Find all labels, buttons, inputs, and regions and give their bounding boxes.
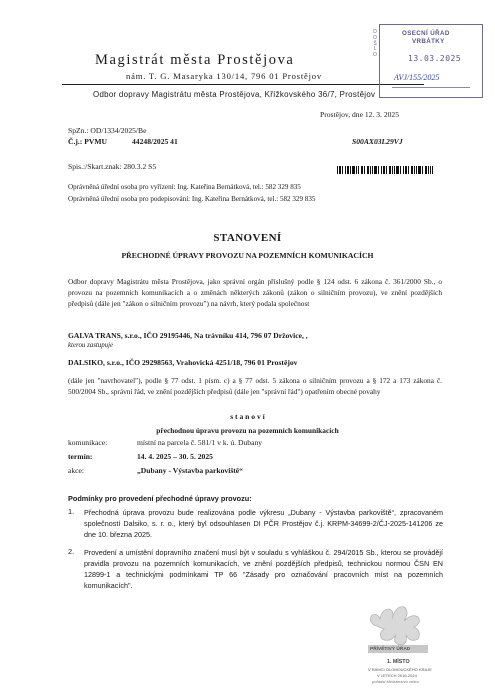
spis-reference: Spis.:/Skart.znak: 280.3.2 S5 bbox=[68, 162, 157, 171]
stamp-handwritten-ref: AVJ/155/2025 bbox=[394, 73, 440, 82]
legal-basis-paragraph: (dále jen "navrhovatel"), podle § 77 odst. 1 písm. c) a § 77 odst. 5 zákona o silničním provozu a § 172 a 173 zákona č. 500/2004 Sb., správní řád, ve znění pozdějších předpisů (dále jen "správní řád") opatřením obecné povahy bbox=[68, 376, 442, 397]
stanovi-heading: s t a n o v í bbox=[230, 412, 265, 421]
incoming-stamp bbox=[379, 24, 483, 98]
header-address: nám. T. G. Masaryka 130/14, 796 01 Prostějov bbox=[126, 71, 322, 81]
stamp-office: OSECNÍ ÚŘAD bbox=[402, 30, 450, 37]
badge-years: V LETECH 2016-2024 bbox=[377, 673, 417, 678]
applicant-representation-note: kterou zastupuje bbox=[68, 342, 114, 349]
official-handling: Oprávněná úřední osoba pro vyřízení: Ing. Kateřina Bernátková, tel.: 582 329 835 bbox=[68, 183, 301, 191]
stamp-date: 13.03.2025 bbox=[408, 54, 462, 63]
condition-2-number: 2. bbox=[68, 547, 75, 556]
badge-organizer: pořádal Ministerstvo vnitra bbox=[372, 679, 419, 684]
document-code: S00AX03L29VJ bbox=[352, 137, 403, 146]
termin-label: termín: bbox=[68, 452, 93, 461]
header-divider bbox=[62, 84, 424, 85]
stamp-side-label: D O Š L O bbox=[373, 29, 377, 59]
komunikace-label: komunikace: bbox=[68, 438, 108, 447]
stamp-underline bbox=[392, 87, 470, 88]
department-line: Odbor dopravy Magistrátu města Prostějova, Křížkovského 36/7, Prostějov bbox=[93, 90, 376, 99]
akce-label: akce: bbox=[68, 466, 85, 475]
spzn-reference: SpZn.: OD/1334/2025/Be bbox=[68, 126, 147, 135]
condition-1-text: Přechodná úprava provozu bude realizována podle výkresu „Dubany - Výstavba parkoviště“, zpracovaném společností Dalsiko, s. r. o., který byl odsouhlasen DI PČR Prostějov č.j. KRPM-34699-2/ČJ-2025-141206 ze dne 10. března 2025. bbox=[84, 508, 443, 540]
applicant-galva: GALVA TRANS, s.r.o., IČO 29195446, Na trávníku 414, 796 07 Držovice, , bbox=[68, 331, 308, 340]
page-title: Magistrát města Prostějova bbox=[95, 52, 295, 68]
cj-value: 44248/2025 41 bbox=[132, 137, 178, 146]
termin-value: 14. 4. 2025 – 30. 5. 2025 bbox=[137, 452, 213, 461]
stanovi-subheading: přechodnou úpravu provozu na pozemních komunikacích bbox=[156, 426, 339, 435]
document-barcode bbox=[337, 166, 433, 174]
applicant-dalsiko: DALSIKO, s.r.o., IČO 29298563, Vrahovická 4251/18, 796 01 Prostějov bbox=[68, 358, 298, 367]
intro-paragraph: Odbor dopravy Magistrátu města Prostějova, jako správní orgán příslušný podle § 124 odst. 6 zákona č. 361/2000 Sb., o provozu na pozemních komunikacích a o změnách některých zákonů (zákon o silničním provozu), ve znění pozdějších předpisů (dále jen "zákon o silničním provozu") na návrh, který podala společnost bbox=[68, 277, 442, 309]
cj-label: Č.j.: PVMU bbox=[68, 137, 108, 146]
akce-value: „Dubany - Výstavba parkoviště“ bbox=[137, 466, 243, 475]
badge-title: PŘÍVĚTIVÝ ÚŘAD bbox=[370, 647, 411, 652]
award-badge bbox=[362, 595, 434, 695]
badge-rank: 1. MÍSTO bbox=[387, 659, 410, 665]
official-signing: Oprávněná úřední osoba pro podepisování: Ing. Kateřina Bernátková, tel.: 582 329 835 bbox=[68, 195, 316, 203]
badge-region: V RÁMCI OLOMOUCKÉHO KRAJE bbox=[368, 667, 432, 672]
document-title: STANOVENÍ bbox=[213, 232, 282, 244]
document-subtitle: PŘECHODNÉ ÚPRAVY PROVOZU NA POZEMNÍCH KOMUNIKACÍCH bbox=[121, 251, 374, 260]
condition-2-text: Provedení a umístění dopravního značení musí být v souladu s vyhláškou č. 294/2015 Sb., kterou se provádějí pravidla provozu na pozemních komunikacích, ve znění pozdějších předpisů, technickou normou ČSN EN 12899-1 a technickými podmínkami TP 66 "Zásady pro označování pracovních míst na pozemních komunikacích". bbox=[84, 548, 443, 591]
conditions-title: Podmínky pro provedení přechodné úpravy provozu: bbox=[68, 494, 252, 503]
stamp-village: VRBÁTKY bbox=[412, 38, 445, 45]
komunikace-value: místní na parcela č. 581/1 v k. ú. Dubany bbox=[137, 438, 263, 447]
condition-1-number: 1. bbox=[68, 507, 75, 516]
date-line: Prostějov, dne 12. 3. 2025 bbox=[320, 110, 400, 119]
